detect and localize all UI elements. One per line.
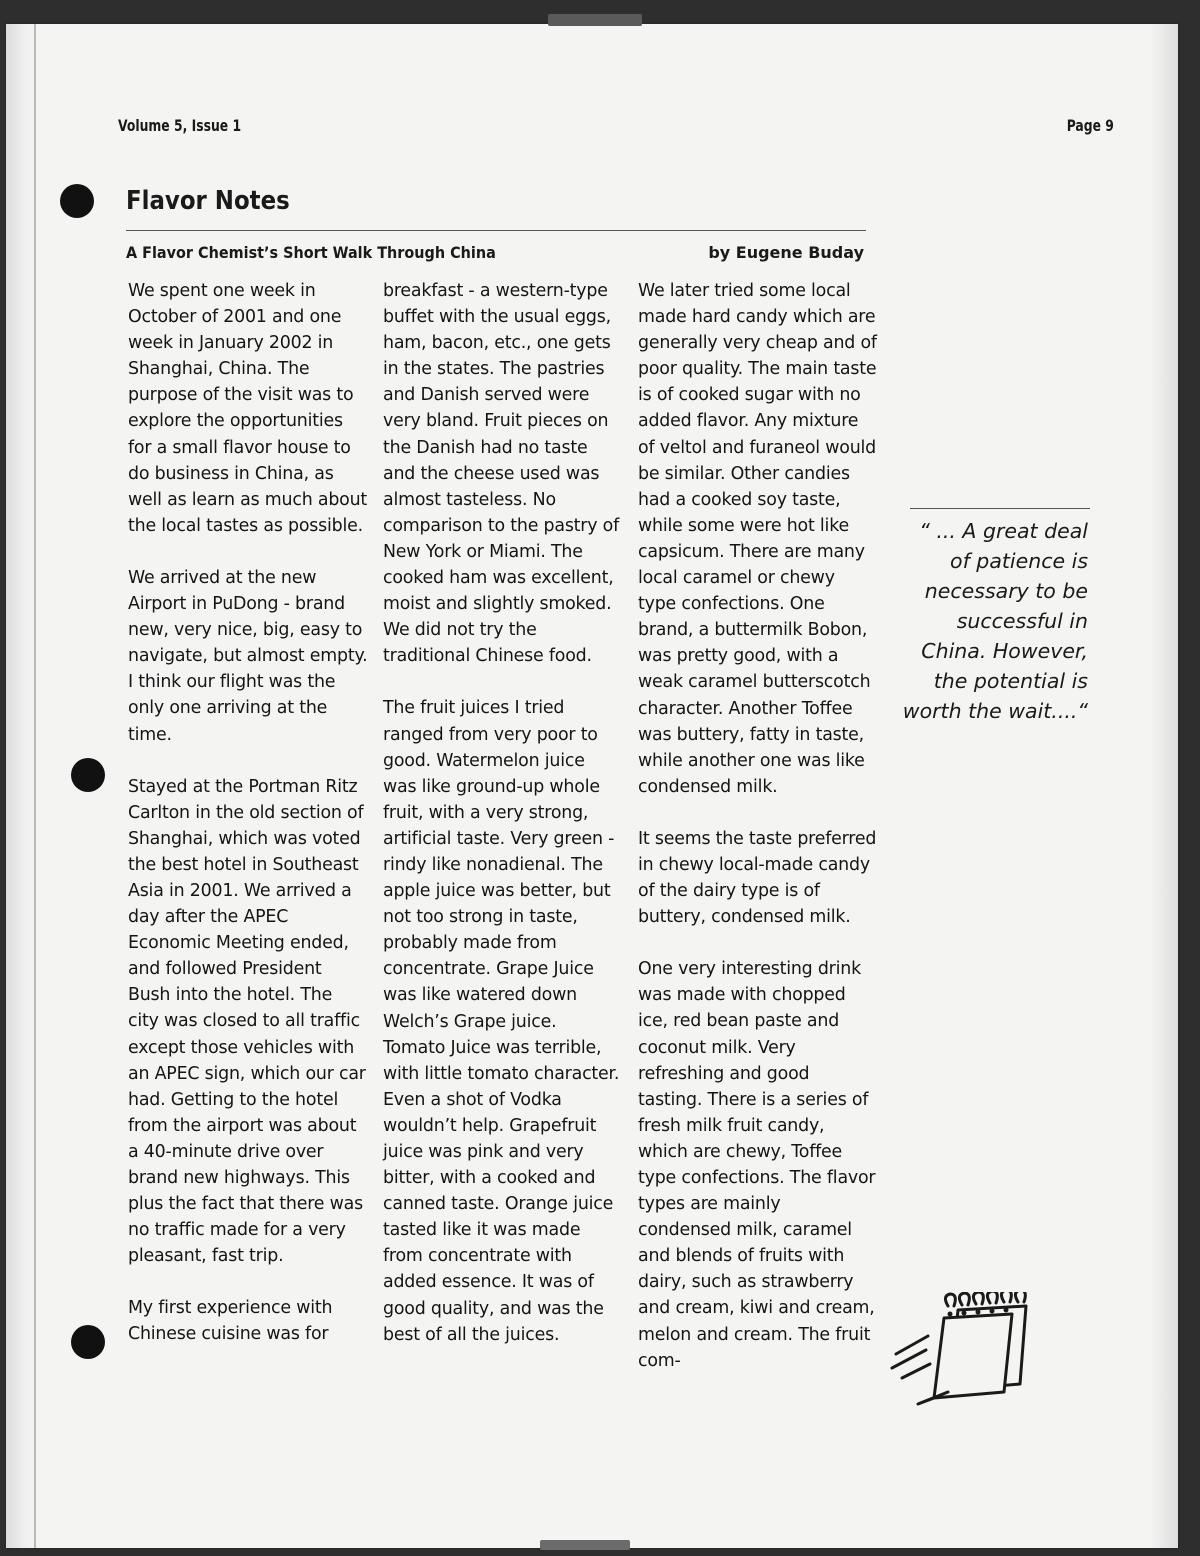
- binding-spine: [6, 24, 36, 1548]
- paragraph: The fruit juices I tried ranged from very poor to good. Watermelon juice was like ground-up whole fruit, with a very strong, artificial taste. Very green - rindy like nonadienal. The apple juice was better, but not too strong in taste, probably made from concentrate. Grape Juice was like watered down Welch’s Grape juice. Tomato Juice was terrible, with little tomato character. Even a shot of Vodka wouldn’t help. Grapefruit juice was pink and very bitter, with a cooked and canned taste. Orange juice tasted like it was made from concentrate with added essence. It was of good quality, and was the best of all the juices.: [383, 698, 620, 1345]
- article-subtitle: A Flavor Chemist’s Short Walk Through China: [126, 243, 496, 262]
- binding-fold: [34, 24, 36, 1548]
- pull-quote-divider: [910, 508, 1090, 509]
- paragraph: My first experience with Chinese cuisine was for: [128, 1298, 333, 1345]
- paragraph: One very interesting drink was made with chopped ice, red bean paste and coconut milk. Very refreshing and good tasting. There is a series of fresh milk fruit candy, which are chewy, Toffee type confections. The flavor types are mainly condensed milk, caramel and blends of fruits with dairy, such as strawberry and cream, kiwi and cream, melon and cream. The fruit com-: [638, 959, 876, 1371]
- staple-tab-top: [548, 14, 642, 26]
- notepad-clipart-icon: [888, 1292, 1038, 1407]
- article-byline: by Eugene Buday: [708, 243, 864, 262]
- article-column-3: [638, 278, 878, 1374]
- title-divider: [126, 230, 866, 231]
- paragraph: We later tried some local made hard candy which are generally very cheap and of poor quality. The main taste is of cooked sugar with no added flavor. Any mixture of veltol and furaneol would be similar. Other candies had a cooked soy taste, while some were hot like capsicum. There are many local caramel or chewy type confections. One brand, a buttermilk Bobon, was pretty good, with a weak caramel butterscotch character. Another Toffee was buttery, fatty in taste, while another one was like condensed milk.: [638, 281, 877, 797]
- paragraph: breakfast - a western-type buffet with the usual eggs, ham, bacon, etc., one gets in the states. The pastries and Danish served were very bland. Fruit pieces on the Danish had no taste and the cheese used was almost tasteless. No comparison to the pastry of New York or Miami. The cooked ham was excellent, moist and slightly smoked. We did not try the traditional Chinese food.: [383, 281, 620, 667]
- binder-hole-icon: [71, 758, 105, 792]
- binder-hole-icon: [71, 1325, 105, 1359]
- article-column-1: [128, 278, 368, 1348]
- staple-tab-bottom: [540, 1540, 630, 1550]
- binder-hole-icon: [60, 184, 94, 218]
- paragraph: We arrived at the new Airport in PuDong - brand new, very nice, big, easy to navigate, but almost empty. I think our flight was the only one arriving at the time.: [128, 567, 368, 745]
- page-number: Page 9: [1066, 116, 1114, 135]
- paragraph: We spent one week in October of 2001 and one week in January 2002 in Shanghai, China. The purpose of the visit was to explore the opportunities for a small flavor house to do business in China, as well as learn as much about the local tastes as possible.: [128, 281, 368, 536]
- section-title: Flavor Notes: [126, 186, 290, 216]
- paragraph: It seems the taste preferred in chewy local-made candy of the dairy type is of buttery, condensed milk.: [638, 828, 877, 928]
- article-column-2: [383, 278, 623, 1348]
- paragraph: Stayed at the Portman Ritz Carlton in the old section of Shanghai, which was voted the best hotel in Southeast Asia in 2001. We arrived a day after the APEC Economic Meeting ended, and followed President Bush into the hotel. The city was closed to all traffic except those vehicles with an APEC sign, which our car had. Getting to the hotel from the airport was about a 40-minute drive over brand new highways. This plus the fact that there was no traffic made for a very pleasant, fast trip.: [128, 776, 366, 1267]
- page-edge-shadow: [1150, 24, 1178, 1548]
- pull-quote: “ ... A great deal of patience is necessary to be successful in China. However, the potential is worth the wait....“: [902, 519, 1088, 723]
- issue-label: Volume 5, Issue 1: [118, 116, 242, 135]
